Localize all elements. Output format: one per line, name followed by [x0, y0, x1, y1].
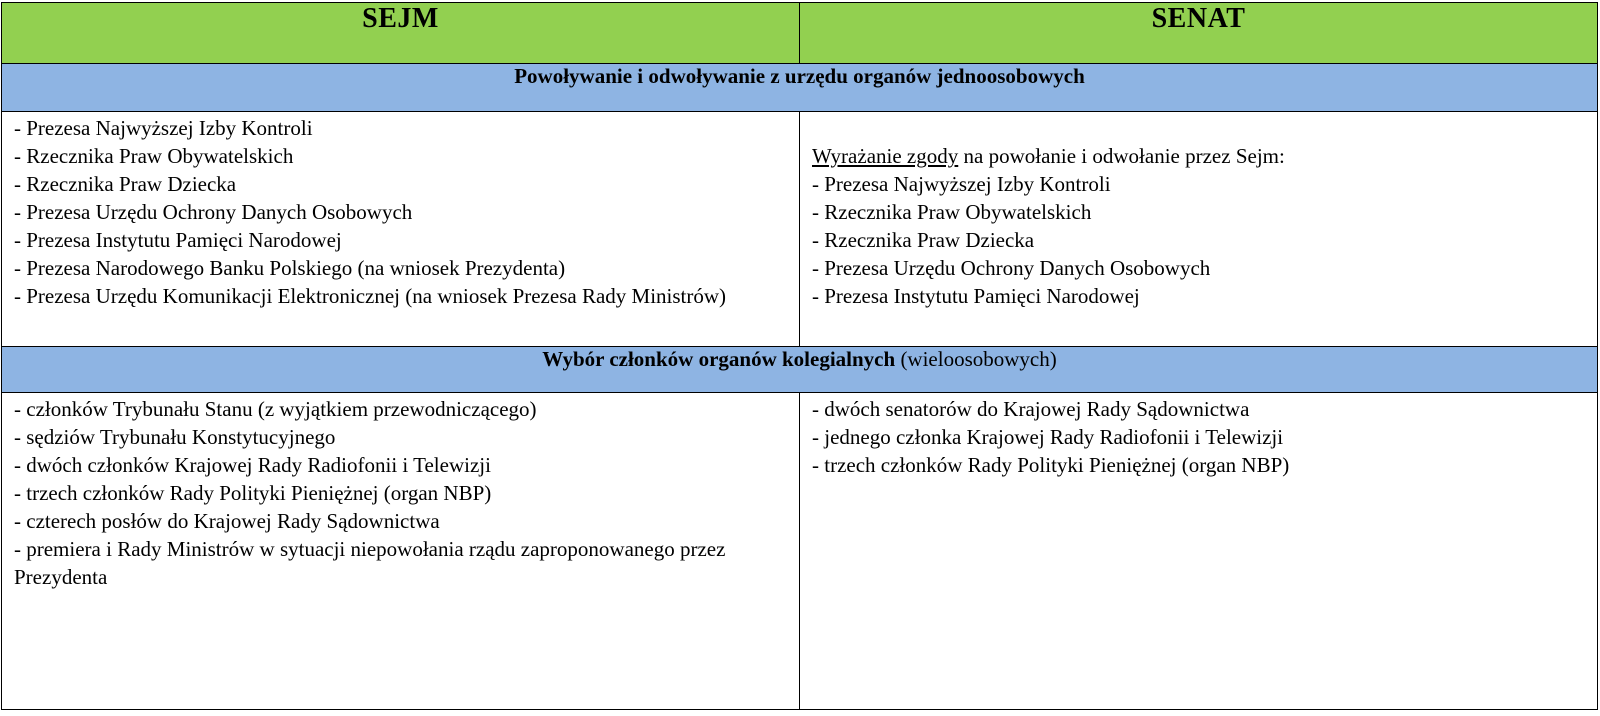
section-title-text: Powoływanie i odwoływanie z urzędu organów jednoosobowych: [514, 64, 1085, 88]
section-title-collegial-organs: [2, 347, 1598, 393]
list-item: - Rzecznika Praw Dziecka: [14, 172, 237, 196]
section-title-single-person-organs: [2, 64, 1598, 112]
list-item: - jednego członka Krajowej Rady Radiofonii i Telewizji: [812, 425, 1284, 449]
list-item: - Rzecznika Praw Dziecka: [812, 228, 1035, 252]
list-item: - Rzecznika Praw Obywatelskich: [14, 144, 294, 168]
list-item: - Rzecznika Praw Obywatelskich: [812, 200, 1092, 224]
content-row-single-person-organs: [2, 112, 1598, 347]
list-item: - Prezesa Urzędu Ochrony Danych Osobowych: [14, 200, 413, 224]
header-sejm: SEJM: [2, 3, 800, 64]
senat-single-person-cell: [800, 112, 1598, 347]
list-item: - Prezesa Urzędu Ochrony Danych Osobowych: [812, 256, 1211, 280]
senat-consent-intro: [812, 142, 1587, 170]
comparison-table: [1, 2, 1598, 710]
list-item: - czterech posłów do Krajowej Rady Sądownictwa: [14, 509, 440, 533]
senat-consent-rest: na powołanie i odwołanie przez Sejm:: [958, 144, 1285, 168]
list-item: - członków Trybunału Stanu (z wyjątkiem przewodniczącego): [14, 397, 537, 421]
list-item: - dwóch członków Krajowej Rady Radiofonii i Telewizji: [14, 453, 491, 477]
list-item: - premiera i Rady Ministrów w sytuacji niepowołania rządu zaproponowanego przez Prezydenta: [14, 537, 726, 589]
list-item: - dwóch senatorów do Krajowej Rady Sądownictwa: [812, 397, 1250, 421]
section-row-collegial-organs: [2, 347, 1598, 393]
section-title-rest: (wieloosobowych): [895, 347, 1057, 371]
senat-consent-underlined: Wyrażanie zgody: [812, 144, 959, 168]
list-item: - sędziów Trybunału Konstytucyjnego: [14, 425, 336, 449]
section-row-single-person-organs: [2, 64, 1598, 112]
list-item: - Prezesa Urzędu Komunikacji Elektronicznej (na wniosek Prezesa Rady Ministrów): [14, 284, 727, 308]
list-item: - Prezesa Instytutu Pamięci Narodowej: [812, 284, 1140, 308]
list-item: - Prezesa Najwyższej Izby Kontroli: [812, 172, 1111, 196]
header-row: [2, 3, 1598, 64]
senat-collegial-cell: [800, 393, 1598, 710]
sejm-single-person-cell: [2, 112, 800, 347]
list-item: - Prezesa Instytutu Pamięci Narodowej: [14, 228, 342, 252]
list-item: - Prezesa Narodowego Banku Polskiego (na wniosek Prezydenta): [14, 256, 566, 280]
content-row-collegial-organs: [2, 393, 1598, 710]
section-title-bold: Wybór członków organów kolegialnych: [542, 347, 896, 371]
list-item: - trzech członków Rady Polityki Pieniężnej (organ NBP): [812, 453, 1290, 477]
header-senat: SENAT: [800, 3, 1598, 64]
list-item: - trzech członków Rady Polityki Pieniężnej (organ NBP): [14, 481, 492, 505]
list-item: - Prezesa Najwyższej Izby Kontroli: [14, 116, 313, 140]
sejm-collegial-cell: [2, 393, 800, 710]
